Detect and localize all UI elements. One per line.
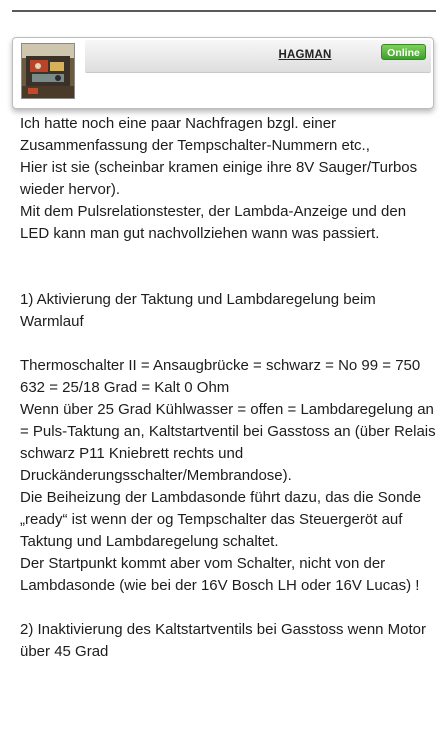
online-status-badge: Online — [381, 44, 426, 60]
car-engine-photo-icon — [22, 44, 74, 98]
header-band — [85, 40, 431, 73]
avatar[interactable] — [21, 43, 75, 99]
post-paragraph: 2) Inaktivierung des Kaltstartventils bei Gasstoss wenn Motor über 45 Grad — [20, 621, 427, 660]
paragraph-gap — [20, 333, 436, 355]
post-paragraph: 1) Aktivierung der Taktung und Lambdaregelung beim Warmlauf — [20, 291, 376, 330]
paragraph-gap — [20, 245, 436, 267]
username-link[interactable]: HAGMAN — [278, 49, 332, 61]
post-body — [20, 113, 436, 663]
post-paragraph: Ich hatte noch eine paar Nachfragen bzgl. einer Zusammenfassung der Tempschalter-Nummern etc., Hier ist sie (scheinbar kramen einige ihre 8V Sauger/Turbos wieder hervor). Mit dem Pulsrelationstester, der Lambda-Anzeige und den LED kann man gut nachvollziehen wann was passiert. — [20, 115, 418, 242]
top-divider — [12, 10, 436, 12]
post-header — [12, 37, 434, 109]
post-paragraph: Thermoschalter II = Ansaugbrücke = schwarz = No 99 = 750 632 = 25/18 Grad = Kalt 0 Ohm Wenn über 25 Grad Kühlwasser = offen = Lambdaregelung an = Puls-Taktung an, Kaltstartventil bei Gasstoss an (über Relais schwarz P11 Kniebrett rechts und Druckänderungsschalter/Membrandose). Die Beiheizung der Lambdasonde führt dazu, das die Sonde „ready“ ist wenn der og Tempschalter das Steuergeröt auf Taktung und Lambdaregelung schaltet. Der Startpunkt kommt aber vom Schalter, nicht von der Lambdasonde (wie bei der 16V Bosch LH oder 16V Lucas) ! — [20, 357, 436, 594]
paragraph-gap — [20, 597, 436, 619]
paragraph-gap — [20, 267, 436, 289]
